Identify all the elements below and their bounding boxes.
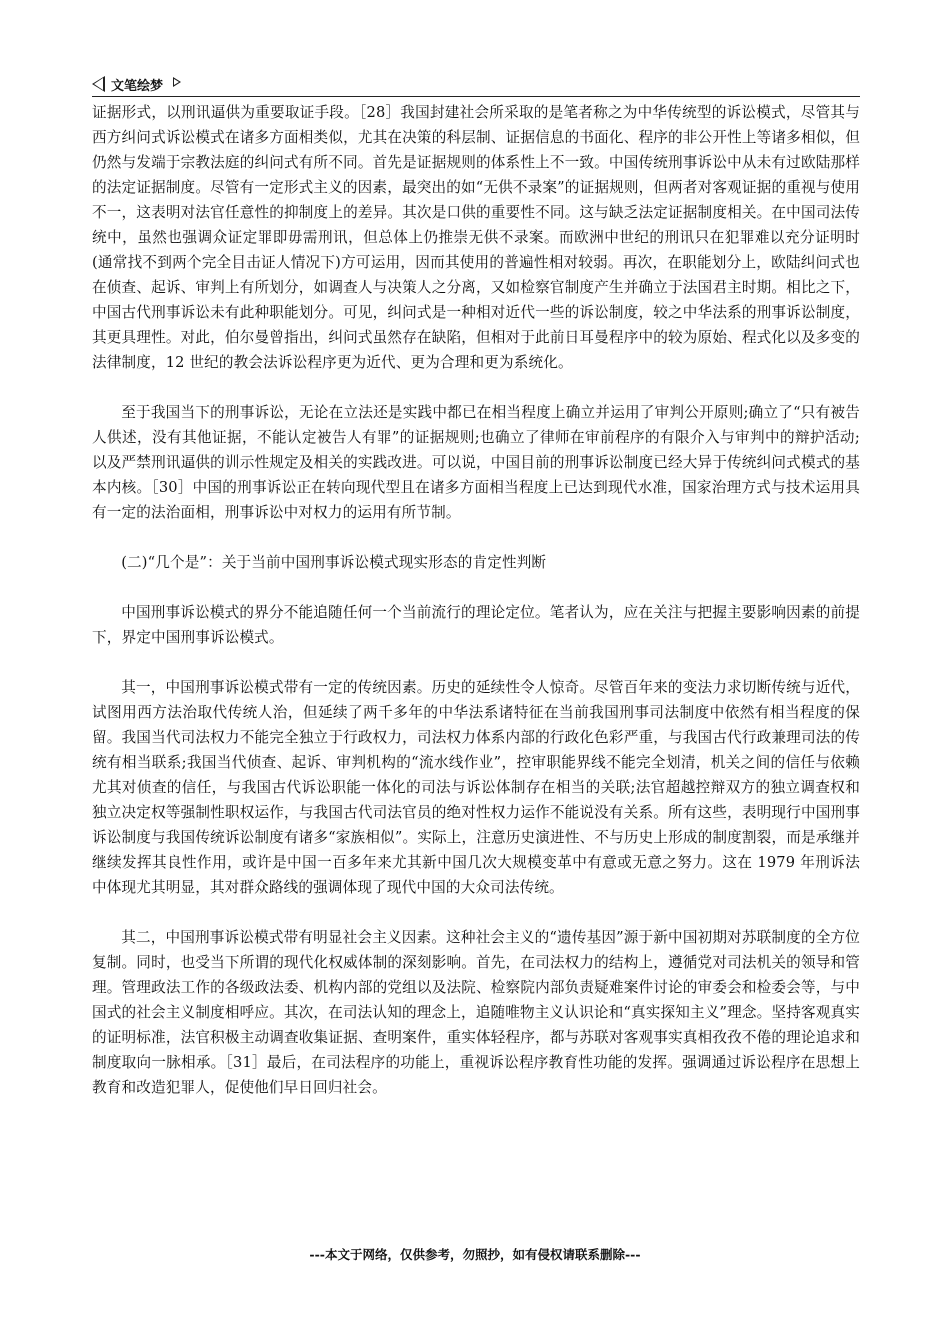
paragraph: 至于我国当下的刑事诉讼，无论在立法还是实践中都已在相当程度上确立并运用了审判公开原则;确立了“只有被告人供述，没有其他证据，不能认定被告人有罪”的证据规则;也确立了律师在审前程序的有限介入与审判中的辩护活动;以及严禁刑讯逼供的训示性规定及相关的实践改进。可以说，中国目前的刑事诉讼制度已经大异于传统纠问式模式的基本内核。［30］中国的刑事诉讼正在转向现代型且在诸多方面相当程度上已达到现代水准，国家治理方式与技术运用具有一定的法治面相，刑事诉讼中对权力的运用有所节制。 xyxy=(92,404,860,521)
paragraph: 中国刑事诉讼模式的界分不能追随任何一个当前流行的理论定位。笔者认为，应在关注与把握主要影响因素的前提下，界定中国刑事诉讼模式。 xyxy=(92,604,860,646)
paragraph: 其二，中国刑事诉讼模式带有明显社会主义因素。这种社会主义的“遗传基因”源于新中国初期对苏联制度的全方位复制。同时，也受当下所谓的现代化权威体制的深刻影响。首先，在司法权力的结构上，遵循党对司法机关的领导和管理。管理政法工作的各级政法委、机构内部的党组以及法院、检察院内部负责疑难案件讨论的审委会和检委会等，与中国式的社会主义制度相呼应。其次，在司法认知的理念上，追随唯物主义认识论和“真实探知主义”理念。坚持客观真实的证明标准，法官积极主动调查收集证据、查明案件，重实体轻程序，都与苏联对客观事实真相孜孜不倦的理论追求和制度取向一脉相承。［31］最后，在司法程序的功能上，重视诉讼程序教育性功能的发挥。强调通过诉讼程序在思想上教育和改造犯罪人，促使他们早日回归社会。 xyxy=(92,929,860,1096)
header-title: 文笔绘梦 xyxy=(111,78,164,94)
triangle-left-icon xyxy=(92,76,105,92)
page-footer: ---本文于网络，仅供参考，勿照抄，如有侵权请联系删除--- xyxy=(309,1247,641,1262)
section-heading: (二)“几个是”：关于当前中国刑事诉讼模式现实形态的肯定性判断 xyxy=(121,554,547,571)
paragraph: 其一，中国刑事诉讼模式带有一定的传统因素。历史的延续性令人惊奇。尽管百年来的变法力求切断传统与近代，试图用西方法治取代传统人治，但延续了两千多年的中华法系诸特征在当前我国刑事司法制度中依然有相当程度的保留。我国当代司法权力不能完全独立于行政权力，司法权力体系内部的行政化色彩严重，与我国古代行政兼理司法的传统有相当联系;我国当代侦查、起诉、审判机构的“流水线作业”，控审职能界线不能完全划清，机关之间的信任与依赖尤其对侦查的信任，与我国古代诉讼职能一体化的司法与诉讼体制存在相当的关联;法官超越控辩双方的独立调查权和独立决定权等强制性职权运作，与我国古代司法官员的绝对性权力运作不能说没有关系。所有这些，表明现行中国刑事诉讼制度与我国传统诉讼制度有诸多“家族相似”。实际上，注意历史演进性、不与历史上形成的制度割裂，而是承继并继续发挥其良性作用，或许是中国一百多年来尤其新中国几次大规模变革中有意或无意之努力。这在 1979 年刑诉法中体现尤其明显，其对群众路线的强调体现了现代中国的大众司法传统。 xyxy=(92,679,860,896)
page-header xyxy=(92,72,860,97)
triangle-right-icon xyxy=(173,77,181,87)
document-body xyxy=(92,100,860,1125)
paragraph-continued: 证据形式，以刑讯逼供为重要取证手段。［28］我国封建社会所采取的是笔者称之为中华传统型的诉讼模式，尽管其与西方纠问式诉讼模式在诸多方面相类似，尤其在决策的科层制、证据信息的书面化、程序的非公开性上等诸多相似，但仍然与发端于宗教法庭的纠问式有所不同。首先是证据规则的体系性上不一致。中国传统刑事诉讼中从未有过欧陆那样的法定证据制度。尽管有一定形式主义的因素，最突出的如“无供不录案”的证据规则，但两者对客观证据的重视与使用不一，这表明对法官任意性的抑制度上的差异。其次是口供的重要性不同。这与缺乏法定证据制度相关。在中国司法传统中，虽然也强调众证定罪即毋需刑讯，但总体上仍推崇无供不录案。而欧洲中世纪的刑讯只在犯罪难以充分证明时(通常找不到两个完全目击证人情况下)方可运用，因而其使用的普遍性相对较弱。再次，在职能划分上，欧陆纠问式也在侦查、起诉、审判上有所划分，如调查人与决策人之分离，又如检察官制度产生并确立于法国君主时期。相比之下，中国古代刑事诉讼未有此种职能划分。可见，纠问式是一种相对近代一些的诉讼制度，较之中华法系的刑事诉讼制度，其更具理性。对此，伯尔曼曾指出，纠问式虽然存在缺陷，但相对于此前日耳曼程序中的较为原始、程式化以及多变的法律制度，12 世纪的教会法诉讼程序更为近代、更为合理和更为系统化。 xyxy=(92,104,860,371)
